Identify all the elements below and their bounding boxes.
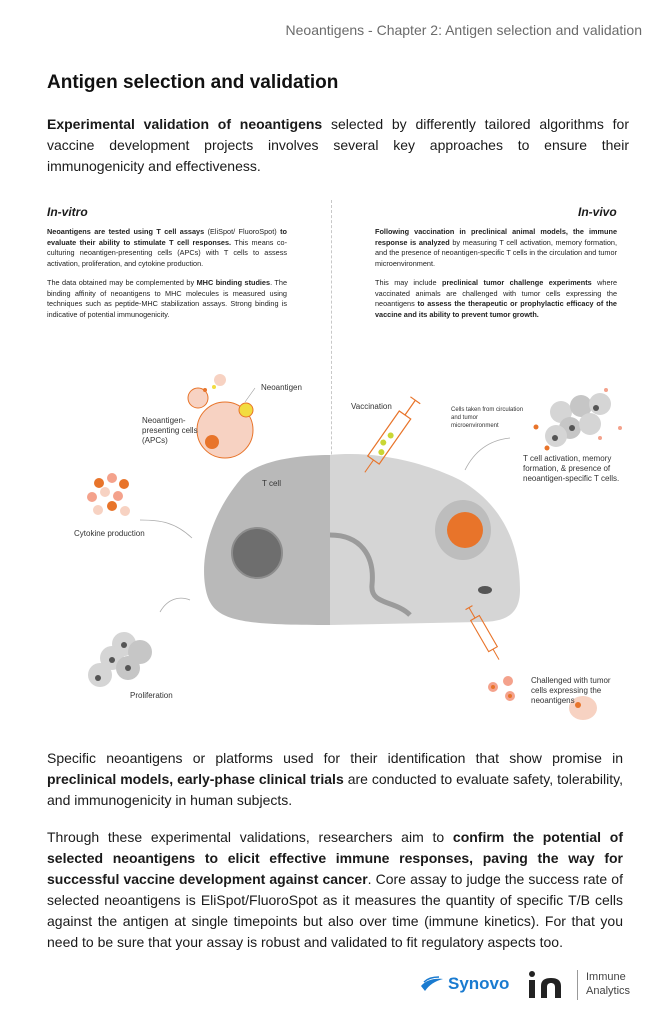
antigen-speck [212,385,216,389]
label-activation: T cell activation, memory formation, & presence of neoantigen-specific T cells. [523,454,620,483]
footer-separator [577,970,578,1000]
invitro-p1-bold: Neoantigens are tested using T cell assays [47,227,205,236]
validation-illustration [0,360,670,730]
label-tcell: T cell [262,479,281,488]
invivo-p2-a: This may include [375,278,442,287]
mouse-ear-inner [447,512,483,548]
invitro-text [47,227,287,329]
collected-cells [534,388,623,451]
antigen-speck-2 [203,388,207,392]
invivo-p1-b: by measuring T cell activation, memory formation, and the presence of neoantigen-specific T cells in the circulation and tumor microenvironment. [375,237,617,268]
intro-paragraph [47,114,629,177]
mouse-eye [478,586,492,594]
immune-analytics-wordmark [586,970,630,998]
label-cytokine: Cytokine production [74,529,145,538]
para2-bold: preclinical models, early-phase clinical trials [47,771,344,787]
invitro-p1-b: This means co-culturing neoantigen-presenting cells (APCs) with T cells to assess activation, proliferation, and cytokine production. [47,237,288,268]
invivo-p2-bold: preclinical tumor challenge experiments [441,278,592,287]
ia-line2: Analytics [586,985,631,997]
invitro-p2-a: The data obtained may be complemented by [47,278,197,287]
neoantigen-dot [239,403,253,417]
intro-bold: Experimental validation of neoantigens [47,116,323,132]
label-cells-taken: Cells taken from circulation and tumor microenvironment [451,407,524,429]
para2-a: Specific neoantigens or platforms used for their identification that show promise in [47,750,623,766]
invitro-p1-bold2: to evaluate their ability to stimulate T cell responses. [47,227,287,247]
invivo-p2-b: where vaccinated animals are challenged with tumor cells expressing the neoantigens [375,278,618,308]
synovo-wordmark: Synovo [448,974,510,993]
immune-analytics-logo-icon [527,970,569,1000]
cells-arrow [465,438,510,470]
page-title: Antigen selection and validation [47,72,339,93]
tcell-nucleus [232,528,282,578]
synovo-swoosh-icon [420,976,444,992]
chapter-header: Neoantigens - Chapter 2: Antigen selection and validation [285,22,642,38]
para3-a: Through these experimental validations, researchers aim to [47,829,453,845]
invitro-p1-a: (EliSpot/ FluoroSpot) [204,227,281,236]
label-neoantigen: Neoantigen [261,383,302,392]
apc-cell-tiny [214,374,226,386]
para2-b: are conducted to evaluate safety, tolerability, and immunogenicity in human subjects. [47,771,623,808]
invivo-heading: In-vivo [578,205,617,219]
cytokine-arrow [140,520,192,538]
synovo-logo [420,974,509,994]
invitro-p2-b: . The binding affinity of neoantigens to MHC molecules is measured using techniques such as peptide-MHC stabilization assays. Strong binding is indicative of potential immunogenicity. [47,278,288,319]
label-vaccination: Vaccination [351,402,392,411]
label-proliferation: Proliferation [130,691,173,700]
cytokine-cluster [87,473,130,516]
invivo-p1-bold: Following vaccination in preclinical animal models, the immune response is analyzed [375,227,617,247]
label-apc: Neoantigen-presenting cells (APCs) [142,416,198,445]
para3-b: . Core assay to judge the success rate of selected neoantigens is EliSpot/FluoroSpot as it measures the quantity of specific T/B cells against the antigen at single timepoints but also over time (immune kinetics). For that you need to be sure that your assay is robust and validated to fit regulatory aspects too. [47,871,623,950]
para3-bold: confirm the potential of selected neoantigens to elicit effective immune responses, paving the way for successful vaccine development against cancer [47,829,623,887]
invitro-p2-bold: MHC binding studies [196,278,271,287]
paragraph-clinical [47,748,623,811]
proliferation-cluster [88,632,152,687]
mouse-body [330,454,520,625]
invivo-text [375,227,617,329]
intro-rest: selected by differently tailored algorithms for vaccine development projects involves several key approaches to ensure their immunogenicity and effectiveness. [47,116,630,174]
invitro-heading: In-vitro [47,205,88,219]
invivo-p2-bold2: to assess the therapeutic or prophylactic efficacy of the vaccine and its ability to prevent tumor growth. [375,299,617,319]
proliferation-arrow [160,598,190,612]
paragraph-conclusion [47,827,623,953]
label-challenged: Challenged with tumor cells expressing the neoantigens [531,676,611,705]
ia-line1: Immune [586,971,626,983]
neoantigen-pointer [245,388,255,402]
